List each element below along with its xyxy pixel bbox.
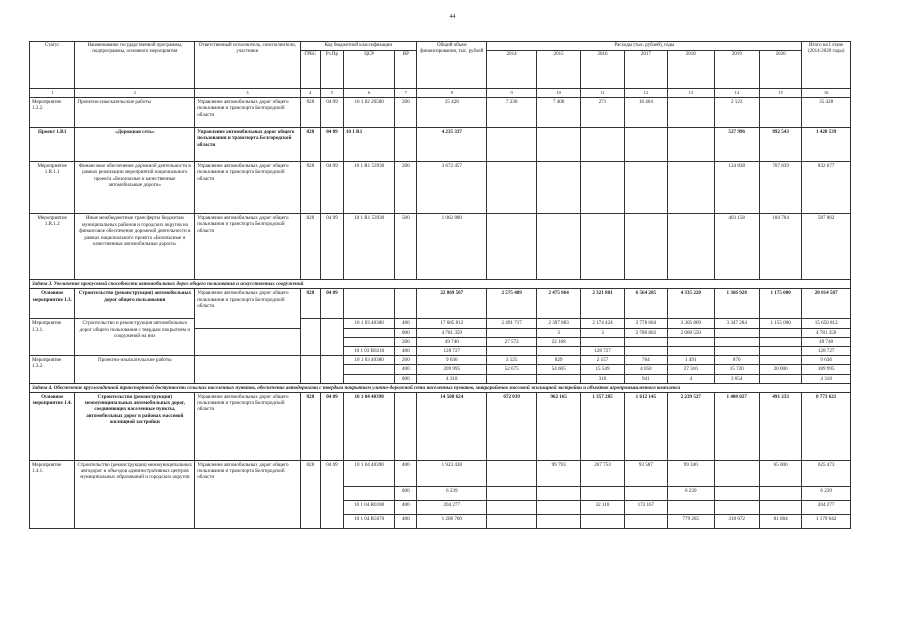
row-2014 [487, 500, 537, 514]
row-2020 [759, 500, 801, 514]
row-2019 [714, 346, 759, 355]
row-grbs [300, 319, 321, 356]
row-csr [343, 374, 395, 383]
row-2018: 6 239 [668, 486, 714, 500]
row-2015: 22 168 [536, 337, 580, 346]
header-year: 2014 [487, 51, 537, 89]
row-grbs [300, 356, 321, 384]
row-total: 49 740 [417, 337, 487, 346]
row-2018 [668, 128, 714, 162]
column-index: 7 [395, 89, 417, 98]
row-2017: 2 780 803 [624, 328, 667, 337]
row-2015 [536, 374, 580, 383]
header-vr: ВР [395, 51, 417, 89]
row-2015 [536, 486, 580, 500]
row-2019: 403 158 [714, 214, 759, 280]
row-rz [321, 319, 344, 356]
row-2014: 3 525 [487, 356, 537, 365]
row-2016: 3 [581, 328, 624, 337]
row-total: 4 318 [417, 374, 487, 383]
task-3-title: Задача 3. Увеличение пропускной способности автомобильных дорог общего пользования и искусственных сооружений [30, 280, 851, 289]
row-grbs: 828 [300, 128, 321, 162]
row-2015: 2 475 864 [536, 289, 580, 319]
table-row [30, 162, 851, 214]
row-2020 [759, 374, 801, 383]
row-2020: 491 233 [759, 392, 801, 460]
row-vr: 200 [395, 98, 417, 128]
row-final: 15 650 812 [802, 319, 851, 328]
column-index: 8 [417, 89, 487, 98]
row-2019: 15 720 [714, 365, 759, 374]
row-2020: 707 839 [759, 162, 801, 214]
row-final: 189 995 [802, 365, 851, 374]
row-2020 [759, 346, 801, 355]
row-2015 [536, 346, 580, 355]
row-2019: 3 054 [714, 374, 759, 383]
row-2019: 870 [714, 356, 759, 365]
header-year: 2015 [536, 51, 580, 89]
row-name: Строительство (реконструкция) автомобильных дорог общего пользования [75, 289, 195, 319]
row-2018: 99 340 [668, 460, 714, 486]
column-index: 14 [714, 89, 759, 98]
row-vr: 200 [395, 337, 417, 346]
row-csr: 10 1 03 R0210 [343, 346, 395, 355]
table-row [30, 98, 851, 128]
header-year: 2019 [714, 51, 759, 89]
header-budget-code: Код бюджетной классификации [300, 42, 417, 51]
row-2016 [581, 486, 624, 500]
row-2020: 20 000 [759, 365, 801, 374]
row-2018: 4 [668, 374, 714, 383]
row-2017: 941 [624, 374, 667, 383]
row-2015 [536, 514, 580, 528]
header-final: Итого на I этапе (2014-2020 годы) [802, 42, 851, 89]
row-2016 [581, 128, 624, 162]
row-csr: 10 1 03 40380 [343, 319, 395, 328]
row-csr: 10 1 04 R0180 [343, 500, 395, 514]
row-vr: 500 [395, 214, 417, 280]
row-vr [395, 128, 417, 162]
row-2019: 2 123 [714, 98, 759, 128]
row-2014: 2 491 717 [487, 319, 537, 328]
row-final: 8 773 621 [802, 392, 851, 460]
row-2020 [759, 356, 801, 365]
row-2020: 892 543 [759, 128, 801, 162]
row-total: 4 781 359 [417, 328, 487, 337]
row-2016 [581, 214, 624, 280]
row-2015: 829 [536, 356, 580, 365]
row-executor [195, 328, 300, 356]
row-2014 [487, 514, 537, 528]
row-2018 [668, 500, 714, 514]
row-2019 [714, 460, 759, 486]
row-2016: 2 157 [581, 356, 624, 365]
row-2018: 27 316 [668, 365, 714, 374]
header-year: 2016 [581, 51, 624, 89]
row-rz: 04 09 [321, 98, 344, 128]
column-index: 4 [300, 89, 321, 98]
header-expenses: Расходы (тыс. рублей), годы [487, 42, 802, 51]
row-2020: 65 000 [759, 460, 801, 486]
column-index: 13 [668, 89, 714, 98]
row-status: Мероприятие 1.R.1.1 [30, 162, 75, 214]
row-csr [343, 289, 395, 319]
row-2015 [536, 214, 580, 280]
row-grbs: 828 [300, 289, 321, 319]
column-index: 12 [624, 89, 667, 98]
row-2020 [759, 337, 801, 346]
row-name: Иные межбюджетные трансферты бюджетам муниципальных районов и городских округов на финансовое обеспечение дорожной деятельности в рамках национального проекта «Безопасные и качественные автомобильные дороги» [75, 214, 195, 280]
row-2018: 3 305 869 [668, 319, 714, 328]
header-year: 2017 [624, 51, 667, 89]
table-row [30, 214, 851, 280]
header-name: Наименование государственной программы, подпрограммы, основного мероприятия [75, 42, 195, 89]
row-2016: 15 549 [581, 365, 624, 374]
row-2017 [624, 162, 667, 214]
row-2017: 6 564 285 [624, 289, 667, 319]
row-status: Мероприятие 1.3.2. [30, 356, 75, 384]
row-2020: 81 684 [759, 514, 801, 528]
row-csr: 10 1 04 40390 [343, 392, 395, 460]
row-total: 204 277 [417, 500, 487, 514]
row-name: Финансовое обеспечение дорожной деятельности в рамках реализации мероприятий национального проекта «Безопасные и качественные автомобильные дороги» [75, 162, 195, 214]
row-total: 14 508 624 [417, 392, 487, 460]
row-rz: 04 09 [321, 392, 344, 460]
row-2015: 2 397 883 [536, 319, 580, 328]
row-2015 [536, 500, 580, 514]
task-4-title: Задача 4. Обеспечение круглогодичной транспортной доступности сельских населенных пунктов, обеспечение автодорогами с твердым покрытием улично-дорожной сети населенных пунктов, микрорайонов массовой жилищной застройки и объектов агропромышленного комплекса [30, 383, 851, 392]
row-rz: 04 09 [321, 460, 344, 528]
row-status: Мероприятие 1.3.1. [30, 319, 75, 356]
row-2019: 318 672 [714, 514, 759, 528]
column-index: 5 [321, 89, 344, 98]
header-grbs: ГРБС [300, 51, 321, 89]
header-total: Общий объем финансирования, тыс. рублей [417, 42, 487, 89]
row-2020 [759, 98, 801, 128]
row-2014: 672 039 [487, 392, 537, 460]
row-csr [343, 337, 395, 346]
row-final: 587 862 [802, 214, 851, 280]
row-total: 3 672 457 [417, 162, 487, 214]
row-2014 [487, 460, 537, 486]
row-2017 [624, 128, 667, 162]
row-rz: 04 09 [321, 162, 344, 214]
row-2020: 1 155 000 [759, 319, 801, 328]
row-vr: 400 [395, 460, 417, 486]
row-total: 1 062 880 [417, 214, 487, 280]
row-csr: 10 1 04 R5670 [343, 514, 395, 528]
column-index: 1 [30, 89, 75, 98]
row-2015: 7 400 [536, 98, 580, 128]
task-row [30, 280, 851, 289]
row-2016 [581, 162, 624, 214]
row-vr: 400 [395, 346, 417, 355]
row-2018 [668, 337, 714, 346]
row-csr: 10 1 02 20580 [343, 98, 395, 128]
row-total: 128 727 [417, 346, 487, 355]
row-2019 [714, 500, 759, 514]
row-2014 [487, 162, 537, 214]
row-2017: 4 050 [624, 365, 667, 374]
row-status: Мероприятие 1.R.1.2 [30, 214, 75, 280]
row-status: Основное мероприятие 1.4. [30, 392, 75, 460]
row-grbs: 828 [300, 98, 321, 128]
row-2018: 779 285 [668, 514, 714, 528]
row-grbs: 828 [300, 214, 321, 280]
row-2020 [759, 486, 801, 500]
row-2015: 962 165 [536, 392, 580, 460]
row-final: 128 727 [802, 346, 851, 355]
row-total: 6 239 [417, 486, 487, 500]
row-2015: 99 793 [536, 460, 580, 486]
row-vr: 200 [395, 356, 417, 365]
row-total: 1 923 438 [417, 460, 487, 486]
row-2018: 4 335 220 [668, 289, 714, 319]
row-2020: 184 704 [759, 214, 801, 280]
row-csr: 10 1 R1 53930 [343, 162, 395, 214]
row-2017 [624, 346, 667, 355]
column-index: 2 [75, 89, 195, 98]
row-2015 [536, 128, 580, 162]
table-row [30, 392, 851, 460]
table-header-row [30, 42, 851, 51]
row-2017 [624, 514, 667, 528]
column-index: 10 [536, 89, 580, 98]
row-csr: 10 1 03 40380 [343, 356, 395, 365]
row-2016: 2 174 424 [581, 319, 624, 328]
row-final: 4 318 [802, 374, 851, 383]
row-2017 [624, 214, 667, 280]
row-vr: 400 [395, 365, 417, 374]
row-2019 [714, 337, 759, 346]
row-2019: 527 996 [714, 128, 759, 162]
row-csr [343, 328, 395, 337]
column-index: 3 [195, 89, 300, 98]
row-2016 [581, 337, 624, 346]
row-vr [395, 392, 417, 460]
task-row [30, 383, 851, 392]
header-executor: Ответственный исполнитель, соисполнители, участники [195, 42, 300, 89]
row-rz [321, 356, 344, 384]
header-year: 2018 [668, 51, 714, 89]
row-total: 35 428 [417, 98, 487, 128]
row-2016: 271 [581, 98, 624, 128]
row-executor: Управление автомобильных дорог общего пользования и транспорта Белгородской области [195, 214, 300, 280]
row-csr [343, 365, 395, 374]
row-vr: 400 [395, 514, 417, 528]
row-2020: 1 175 000 [759, 289, 801, 319]
row-total: 9 636 [417, 356, 487, 365]
row-name: Строительство (реконструкция) межмуниципальных автомобильных дорог, соединяющих населенные пункты, автомобильных дорог в районах массовой жилищной застройки [75, 392, 195, 460]
row-2019: 1 408 027 [714, 392, 759, 460]
row-name: Проектно-изыскательские работы [75, 98, 195, 128]
table-row [30, 460, 851, 486]
row-vr [395, 289, 417, 319]
row-2016: 1 357 285 [581, 392, 624, 460]
table-row [30, 356, 851, 365]
table-row [30, 128, 851, 162]
row-final: 4 781 359 [802, 328, 851, 337]
row-status: Основное мероприятие 1.3. [30, 289, 75, 319]
row-2015 [536, 162, 580, 214]
row-2018: 2 000 550 [668, 328, 714, 337]
row-2014 [487, 328, 537, 337]
row-csr [343, 486, 395, 500]
row-total: 209 995 [417, 365, 487, 374]
row-vr: 800 [395, 374, 417, 383]
row-status: Проект 1.R1 [30, 128, 75, 162]
row-total: 4 235 337 [417, 128, 487, 162]
row-final: 20 814 587 [802, 289, 851, 319]
column-index: 15 [759, 89, 801, 98]
row-csr: 10 1 04 40390 [343, 460, 395, 486]
row-final: 35 428 [802, 98, 851, 128]
row-2018: 1 491 [668, 356, 714, 365]
row-2016 [581, 514, 624, 528]
row-executor [195, 356, 300, 384]
row-vr: 800 [395, 486, 417, 500]
row-status: Мероприятие 1.2.2. [30, 98, 75, 128]
row-2016: 2 321 801 [581, 289, 624, 319]
row-vr: 400 [395, 319, 417, 328]
row-final: 9 636 [802, 356, 851, 365]
row-2019 [714, 328, 759, 337]
row-2014 [487, 346, 537, 355]
row-rz: 04 09 [321, 128, 344, 162]
row-csr: 10 1 R1 53930 [343, 214, 395, 280]
row-2014: 2 575 489 [487, 289, 537, 319]
header-rz: Рз Пр [321, 51, 344, 89]
row-2017: 18 404 [624, 98, 667, 128]
row-2014: 27 572 [487, 337, 537, 346]
row-2019: 1 366 928 [714, 289, 759, 319]
row-rz: 04 09 [321, 289, 344, 319]
row-final: 1 179 642 [802, 514, 851, 528]
row-2014: 52 675 [487, 365, 537, 374]
row-2017 [624, 486, 667, 500]
row-2018 [668, 162, 714, 214]
row-2016: 32 110 [581, 500, 624, 514]
row-name: Строительство и реконструкция автомобильных дорог общего пользования с твердым покрытием и сооружений на них [75, 319, 195, 356]
row-2020 [759, 328, 801, 337]
row-executor: Управление автомобильных дорог общего пользования и транспорта Белгородской области [195, 289, 300, 328]
row-grbs: 828 [300, 460, 321, 528]
row-2016: 310 [581, 374, 624, 383]
header-status: Статус [30, 42, 75, 89]
row-executor: Управление автомобильных дорог общего пользования и транспорта Белгородской области [195, 98, 300, 128]
row-final: 832 677 [802, 162, 851, 214]
row-2014 [487, 214, 537, 280]
row-name: Строительство (реконструкция) межмуниципальных автодорог и объездов административных центров муниципальных образований и городских округов [75, 460, 195, 528]
row-2017: 764 [624, 356, 667, 365]
row-2015: 3 [536, 328, 580, 337]
row-executor: Управление автомобильных дорог общего пользования и транспорта Белгородской области [195, 128, 300, 162]
row-2017: 1 612 145 [624, 392, 667, 460]
row-executor: Управление автомобильных дорог общего пользования и транспорта Белгородской области [195, 162, 300, 214]
row-2016: 128 727 [581, 346, 624, 355]
row-total: 17 685 812 [417, 319, 487, 328]
row-name: «Дорожная сеть» [75, 128, 195, 162]
row-2019: 124 838 [714, 162, 759, 214]
row-2018 [668, 346, 714, 355]
row-executor: Управление автомобильных дорог общего пользования и транспорта Белгородской области [195, 460, 300, 528]
row-name: Проектно-изыскательские работы [75, 356, 195, 384]
row-executor: Управление автомобильных дорог общего пользования и транспорта Белгородской области [195, 392, 300, 460]
row-total: 1 208 760 [417, 514, 487, 528]
row-2014 [487, 486, 537, 500]
row-2016: 267 753 [581, 460, 624, 486]
row-2018 [668, 214, 714, 280]
column-index-row [30, 89, 851, 98]
row-2014 [487, 128, 537, 162]
row-2018: 2 239 527 [668, 392, 714, 460]
row-2017: 3 778 664 [624, 319, 667, 328]
column-index: 9 [487, 89, 537, 98]
column-index: 6 [343, 89, 395, 98]
row-grbs: 828 [300, 392, 321, 460]
table-row [30, 319, 851, 328]
row-2018 [668, 98, 714, 128]
row-2017: 172 167 [624, 500, 667, 514]
table-row [30, 289, 851, 319]
row-final: 625 473 [802, 460, 851, 486]
row-vr: 800 [395, 328, 417, 337]
row-2017: 93 587 [624, 460, 667, 486]
row-grbs: 828 [300, 162, 321, 214]
column-index: 16 [802, 89, 851, 98]
row-2015: 54 605 [536, 365, 580, 374]
row-total: 22 869 587 [417, 289, 487, 319]
page-number: 44 [449, 14, 456, 20]
row-vr: 400 [395, 500, 417, 514]
header-year: 2020 [759, 51, 801, 89]
row-2014: 7 230 [487, 98, 537, 128]
row-2017 [624, 337, 667, 346]
header-csr: ЦСР [343, 51, 395, 89]
row-final: 204 277 [802, 500, 851, 514]
row-2019 [714, 486, 759, 500]
row-2014 [487, 374, 537, 383]
budget-table [29, 41, 851, 529]
row-csr: 10 1 R1 [343, 128, 395, 162]
row-2019: 3 347 284 [714, 319, 759, 328]
row-final: 49 740 [802, 337, 851, 346]
column-index: 11 [581, 89, 624, 98]
row-vr: 200 [395, 162, 417, 214]
row-final: 1 420 539 [802, 128, 851, 162]
row-status: Мероприятие 1.4.1. [30, 460, 75, 528]
row-rz: 04 09 [321, 214, 344, 280]
row-final: 6 239 [802, 486, 851, 500]
